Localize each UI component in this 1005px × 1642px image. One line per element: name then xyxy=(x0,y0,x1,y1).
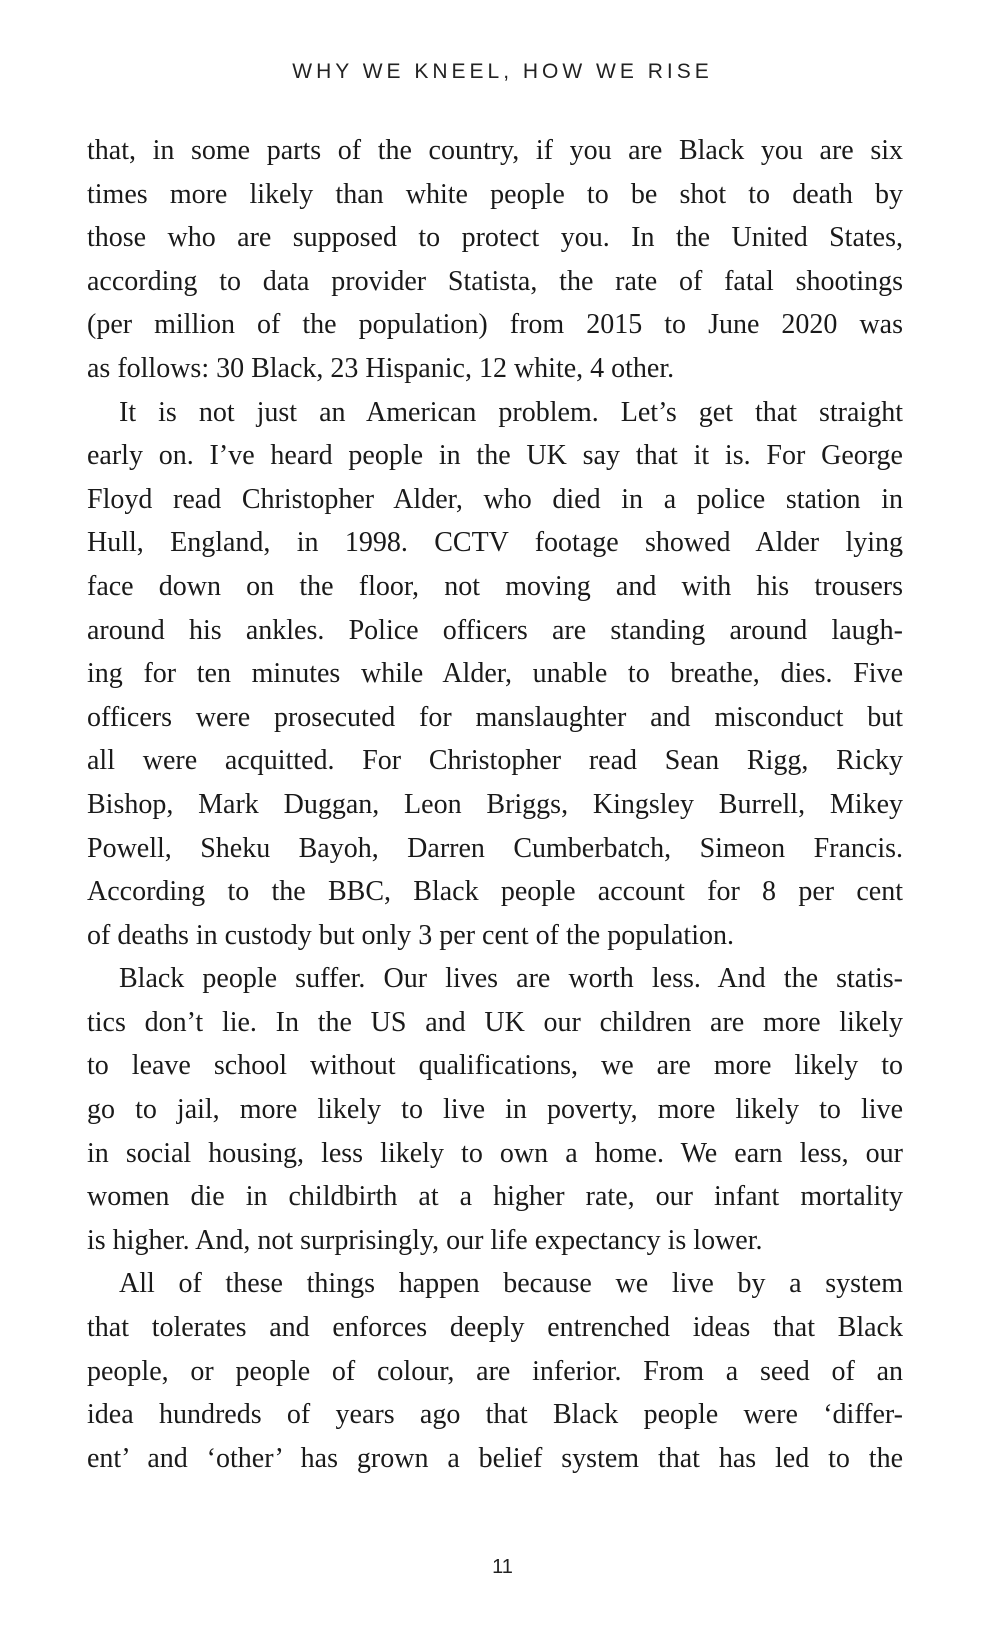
page-number: 11 xyxy=(492,1556,513,1578)
text-line: ing for ten minutes while Alder, unable to breathe, dies. Five xyxy=(87,658,903,690)
text-line: according to data provider Statista, the rate of fatal shootings xyxy=(87,265,903,297)
text-line: According to the BBC, Black people account for 8 per cent xyxy=(87,876,903,908)
text-line: around his ankles. Police officers are standing around laugh- xyxy=(87,614,903,646)
text-line: idea hundreds of years ago that Black people were ‘differ- xyxy=(87,1399,903,1431)
text-line: all were acquitted. For Christopher read Sean Rigg, Ricky xyxy=(87,745,903,777)
text-line: people, or people of colour, are inferior. From a seed of an xyxy=(87,1355,903,1387)
text-line: Floyd read Christopher Alder, who died in a police station in xyxy=(87,483,903,515)
text-line: It is not just an American problem. Let’s get that straight xyxy=(119,396,903,428)
text-line: All of these things happen because we live by a system xyxy=(119,1268,903,1300)
body-text xyxy=(87,129,903,1480)
paragraph xyxy=(87,391,903,958)
text-line: early on. I’ve heard people in the UK say that it is. For George xyxy=(87,440,903,472)
paragraph xyxy=(87,129,903,391)
text-line: that tolerates and enforces deeply entrenched ideas that Black xyxy=(87,1312,903,1344)
text-line: (per million of the population) from 2015 to June 2020 was xyxy=(87,309,903,341)
text-line: is higher. And, not surprisingly, our life expectancy is lower. xyxy=(87,1224,763,1256)
text-line: go to jail, more likely to live in poverty, more likely to live xyxy=(87,1094,903,1126)
text-line: times more likely than white people to be shot to death by xyxy=(87,178,903,210)
text-line: of deaths in custody but only 3 per cent of the population. xyxy=(87,919,734,951)
text-line: Bishop, Mark Duggan, Leon Briggs, Kingsley Burrell, Mikey xyxy=(87,788,903,820)
text-line: tics don’t lie. In the US and UK our children are more likely xyxy=(87,1006,903,1038)
running-header: WHY WE KNEEL, HOW WE RISE xyxy=(292,60,713,83)
text-line: those who are supposed to protect you. In the United States, xyxy=(87,222,903,254)
text-line: to leave school without qualifications, we are more likely to xyxy=(87,1050,903,1082)
text-line: Hull, England, in 1998. CCTV footage showed Alder lying xyxy=(87,527,903,559)
text-line: Powell, Sheku Bayoh, Darren Cumberbatch, Simeon Francis. xyxy=(87,832,903,864)
text-line: women die in childbirth at a higher rate, our infant mortality xyxy=(87,1181,903,1213)
text-line: Black people suffer. Our lives are worth less. And the statis- xyxy=(119,963,903,995)
text-line: that, in some parts of the country, if you are Black you are six xyxy=(87,135,903,166)
text-line: in social housing, less likely to own a home. We earn less, our xyxy=(87,1137,903,1169)
paragraph xyxy=(87,1262,903,1480)
text-line: face down on the floor, not moving and with his trousers xyxy=(87,570,903,602)
text-line: officers were prosecuted for manslaughter and misconduct but xyxy=(87,701,903,733)
paragraph xyxy=(87,957,903,1262)
text-line: as follows: 30 Black, 23 Hispanic, 12 white, 4 other. xyxy=(87,352,675,384)
text-line: ent’ and ‘other’ has grown a belief system that has led to the xyxy=(87,1442,903,1474)
